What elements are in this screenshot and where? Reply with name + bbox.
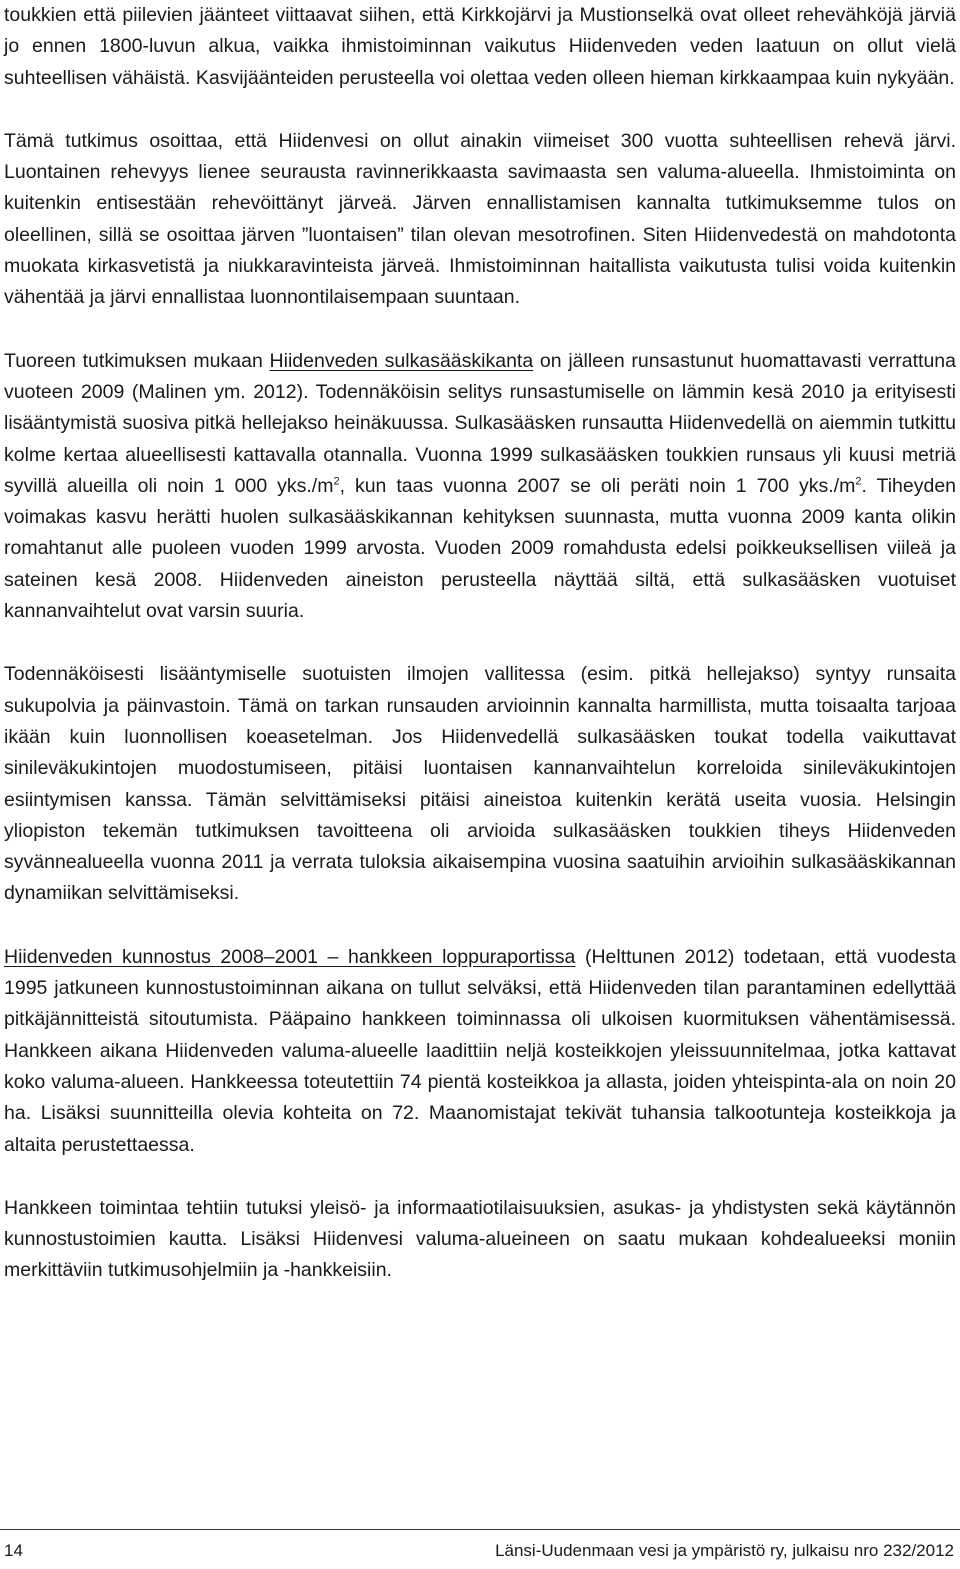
sulkasaaski-link[interactable]: Hiidenveden sulkasääskikanta (269, 349, 534, 372)
page-footer (0, 1538, 960, 1564)
paragraph-3 (4, 346, 956, 628)
body-text (4, 0, 956, 1319)
paragraph-4: Todennäköisesti lisääntymiselle suotuisten ilmojen vallitessa (esim. pitkä hellejakso) syntyy runsaita sukupolvia ja päinvastoin. Tämä on tarkan runsauden arvioinnin kannalta harmillista, mutta toisaalta tarjoaa ikään kuin luonnollisen koeasetelman. Jos Hiidenvedellä sulkasääsken toukat todella vaikuttavat sinileväkukintojen muodostumiseen, pitäisi luontaisen kannanvaihtelun korreloida sinileväkukintojen esiintymisen kanssa. Tämän selvittämiseksi pitäisi aineistoa kuitenkin kerätä useita vuosia. Helsingin yliopiston tekemän tutkimuksen tavoitteena oli arvioida sulkasääsken toukkien tiheys Hiidenveden syvännealueella vuonna 2011 ja verrata tuloksia aikaisempina vuosina saatuihin arvioihin sulkasääskikannan dynamiikan selvittämiseksi. (4, 663, 956, 905)
paragraph-1: toukkien että piilevien jäänteet viittaavat siihen, että Kirkkojärvi ja Mustionselkä ovat olleet rehevähköjä järviä jo ennen 1800-luvun alkua, vaikka ihmistoiminnan vaikutus Hiidenveden veden laatuun on ollut vielä suhteellisen vähäistä. Kasvijäänteiden perusteella voi olettaa veden olleen hieman kirkkaampaa kuin nykyään. (4, 4, 956, 89)
paragraph-3-body: on jälleen runsastunut huomattavasti verrattuna vuoteen 2009 (Malinen ym. 2012). Todennäköisin selitys runsastumiselle on lämmin kesä 2010 ja erityisesti lisääntymistä suosiva pitkä hellejakso heinäkuussa. Sulkasääsken runsautta Hiidenvedellä on aiemmin tutkittu kolme kertaa alueellisesti kattavalla otannalla. Vuonna 1999 sulkasääsken toukkien runsaus yli kuusi metriä syvillä alueilla oli noin 1 000 yks./m (4, 349, 956, 497)
loppuraportti-link[interactable]: Hiidenveden kunnostus 2008–2001 – hankkeen loppuraportissa (4, 945, 576, 968)
paragraph-3-intro: Tuoreen tutkimuksen mukaan (4, 349, 270, 372)
paragraph-6: Hankkeen toimintaa tehtiin tutuksi yleisö- ja informaatiotilaisuuksien, asukas- ja yhdistysten sekä käytännön kunnostustoimien kautta. Lisäksi Hiidenvesi valuma-alueineen on saatu mukaan kohdealueeksi moniin merkittäviin tutkimusohjelmiin ja -hankkeisiin. (4, 1196, 956, 1282)
paragraph-3-body-2: , kun taas vuonna 2007 se oli peräti noin 1 700 yks./m (339, 474, 856, 497)
paragraph-5-body: (Helttunen 2012) todetaan, että vuodesta 1995 jatkuneen kunnostustoiminnan aikana on tullut selväksi, että Hiidenveden tilan parantaminen edellyttää pitkäjännitteistä sitoutumista. Pääpaino hankkeen toiminnassa oli ulkoisen kuormituksen vähentämisessä. Hankkeen aikana Hiidenveden valuma-alueelle laadittiin neljä kosteikkojen yleissuunnitelmaa, jotka kattavat koko valuma-alueen. Hankkeessa toteutettiin 74 pientä kosteikkoa ja allasta, joiden yhteispinta-ala on noin 20 ha. Lisäksi suunnitteilla olevia kohteita on 72. Maanomistajat tekivät tuhansia talkootunteja kosteikkoja ja altaita perustettaessa. (4, 945, 956, 1156)
page-number: 14 (4, 1541, 23, 1560)
superscript-2-second: 2 (855, 475, 862, 488)
paragraph-5 (4, 942, 956, 1161)
footer-divider (0, 1529, 960, 1530)
paragraph-3-body-3: . Tiheyden voimakas kasvu herätti huolen sulkasääskikannan kehityksen suunnasta, mutta vuonna 2009 kanta olikin romahtanut alle puoleen vuoden 1999 arvosta. Vuoden 2009 romahdusta edelsi poikkeuksellisen viileä ja sateinen kesä 2008. Hiidenveden aineiston perusteella näyttää siltä, että sulkasääsken vuotuiset kannanvaihtelut ovat varsin suuria. (4, 474, 957, 623)
publication-info: Länsi-Uudenmaan vesi ja ympäristö ry, julkaisu nro 232/2012 (495, 1541, 954, 1560)
superscript-2: 2 (333, 475, 340, 488)
paragraph-2: Tämä tutkimus osoittaa, että Hiidenvesi on ollut ainakin viimeiset 300 vuotta suhteellisen rehevä järvi. Luontainen rehevyys lienee seurausta ravinnerikkaasta savimaasta sen valuma-alueella. Ihmistoiminta on kuitenkin entisestään rehevöittänyt järveä. Järven ennallistamisen kannalta tutkimuksemme tulos on oleellinen, sillä se osoittaa järven ”luontaisen” tilan olevan mesotrofinen. Siten Hiidenvedestä on mahdotonta muokata kirkasvetistä ja niukkaravinteista järveä. Ihmistoiminnan haitallista vaikutusta tulisi voida kuitenkin vähentää ja järvi ennallistaa luonnontilaisempaan suuntaan. (4, 129, 956, 309)
